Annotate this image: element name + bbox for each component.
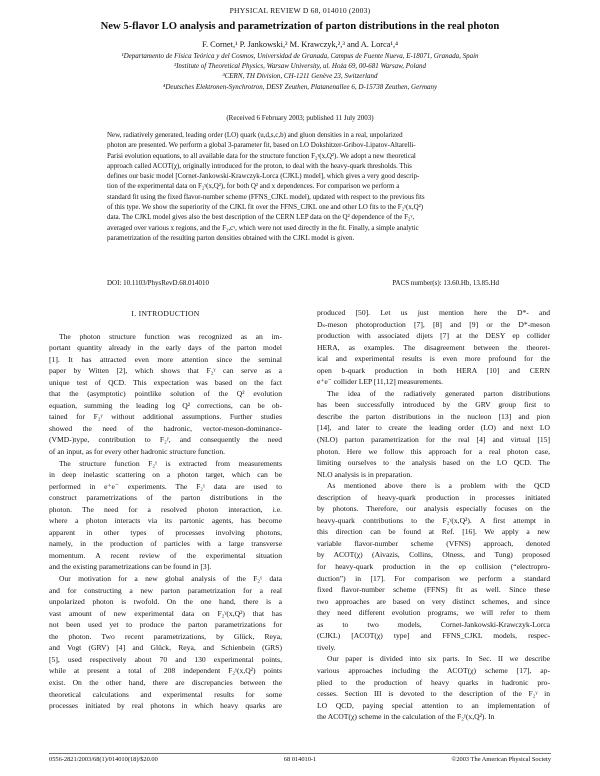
body-line: Dₛ-meson photoproduction [7], [8] and [9] or the D*-meson: [317, 319, 550, 329]
body-line: As mentioned above there is a problem with the QCD: [327, 481, 550, 491]
abstract-line: of this type. We show the superiority of the CJKL fit over the FFNS_CJKL one and other LO fits to the F₂ᵞ(x,Q²): [107, 203, 424, 212]
body-line: by photons. Therefore, our analysis especially focuses on the: [317, 504, 550, 514]
body-line: Our motivation for a new global analysis of the F₂ᵞ data: [59, 574, 282, 584]
abstract-line: data. The CJKL model gives also the best description of the CERN LEP data on the Q² dependence of the F₂ᵞ,: [107, 213, 415, 222]
body-line: (CJKL) [ACOT(χ) type] and FFNS_CJKL models, respec-: [317, 631, 550, 641]
body-line: portant quantity already in the early days of the parton model: [49, 343, 282, 353]
abstract-line: averaged over various x regions, and the F₂,cᵞ, which were not used directly in the fit. Finally, a simple analytic: [107, 223, 419, 232]
pacs-numbers: PACS number(s): 13.60.Hb, 13.85.Hd: [392, 279, 499, 287]
body-line: tively.: [317, 642, 336, 652]
abstract-line: tion of the experimental data on F₂ᵞ(x,Q²), for both Q² and x dependences. For comparison we perform a: [107, 182, 400, 191]
body-line: apparent in other types of processes involving photons,: [49, 527, 282, 537]
body-line: processes initiated by real photons in which heavy quarks are: [49, 701, 282, 711]
affiliation: ²Institute of Theoretical Physics, Warsaw University, ul. Hoża 69, 00-681 Warsaw, Poland: [173, 62, 427, 71]
body-line: tained for F₂ᵞ without additional assumptions. Further studies: [49, 412, 282, 422]
doi: DOI: 10.1103/PhysRevD.68.014010: [107, 279, 210, 287]
abstract: [107, 130, 499, 243]
body-line: namely, in the production of particles with a large transverse: [49, 539, 282, 549]
body-line: equation, summing the leading log Q² corrections, can be ob-: [49, 400, 282, 410]
paper-title: New 5-flavor LO analysis and parametrization of parton distributions in the real photon: [100, 21, 500, 32]
abstract-line: standard fit using the fixed flavor-number scheme (FFNS_CJKL model), updated with respect to the previous fits: [107, 192, 425, 201]
body-line: for heavy-quark production in the ep collision (“electropro-: [317, 562, 550, 572]
body-line: describe the parton distributions in the nucleon [13] and pion: [317, 411, 550, 421]
abstract-line: approach called ACOT(χ), originally introduced for the proton, to deal with the heavy-quark thresholds. This: [107, 161, 412, 170]
body-line: (VMD-)type, contribution to F₂ᵞ, and consequently the need: [49, 435, 282, 445]
right-column: [317, 307, 550, 723]
left-column: [49, 307, 282, 712]
body-line: plied to the production of heavy quarks in hadronic pro-: [317, 677, 550, 687]
body-line: [5], used respectively about 70 and 130 experimental points,: [49, 654, 282, 664]
body-line: unpolarized photon is twofold. On the one hand, there is a: [49, 597, 282, 607]
abstract-line: Parisi evolution equations, to all available data for the structure function F₂ᵞ(x,Q²). We adopt a new theoretical: [107, 151, 416, 160]
journal-header: PHYSICAL REVIEW D 68, 014010 (2003): [229, 6, 371, 15]
footer-page-number: 68 014010-1: [283, 756, 317, 763]
footer-rule: [49, 753, 551, 754]
body-line: the photon. Two recent parametrizations, by Glück, Reya,: [49, 631, 282, 641]
body-line: as to two models, Cornet-Jankowski-Krawczyk-Lorca: [317, 619, 550, 629]
body-line: variable flavor-number scheme (VFNS) approach, denoted: [317, 538, 550, 548]
abstract-line: New, radiatively generated, leading order (LO) quark (u,d,s,c,b) and gluon densities in a real, unpolarized: [107, 131, 403, 139]
footer-copyright: ©2003 The American Physical Society: [451, 756, 551, 763]
body-line: NLO analysis is in preparation.: [317, 469, 413, 479]
body-line: unique test of QCD. This expectation was based on the fact: [49, 377, 282, 387]
body-line: limiting ourselves to the analysis based on the LO QCD. The: [317, 458, 550, 468]
body-line: produced [50]. Let us just mention here the D*- and: [317, 308, 550, 317]
body-line: where a photon interacts via its partonic agents, has become: [49, 516, 282, 526]
body-line: The idea of the radiatively generated parton distributions: [327, 388, 550, 398]
received-dates: (Received 6 February 2003; published 11 July 2003): [226, 114, 374, 122]
body-line: by ACOT(χ) (Aivazis, Collins, Olness, and Tung) proposed: [317, 550, 550, 560]
body-line: heavy-quark contributions to the F₂ᵞ(x,Q²). A first attempt in: [317, 515, 550, 525]
body-line: this direction can be found at Ref. [16]. We apply a new: [317, 527, 550, 537]
body-line: production with associated dijets [7] at the DESY ep collider: [317, 331, 550, 341]
footer-issn: 0556-2821/2003/68(1)/014010(18)/$20.00: [49, 756, 158, 763]
body-line: The structure function F₂ᵞ is extracted from measurements: [59, 458, 282, 468]
body-line: while at present a total of 208 independent F₂ᵞ(x,Q²) points: [49, 666, 282, 676]
body-line: photon. Here we follow this approach for a real photon case,: [317, 446, 550, 456]
body-line: theoretical calculations and experimental results for some: [49, 689, 282, 699]
body-line: cesses. Section III is devoted to the description of the F₂ᵞ in: [317, 689, 550, 699]
affiliation: ¹Departamento de Física Teórica y del Cosmos, Universidad de Granada, Campus de Fuente Nueva, E-18071, Granada, Spain: [121, 52, 479, 60]
affiliation: ³CERN, TH Division, CH-1211 Genève 23, Switzerland: [222, 72, 378, 81]
body-line: HERA, as examples. The disagreement between the theoret-: [317, 342, 550, 352]
abstract-line: parametrization of the resulting parton densities obtained with the CJKL model is given.: [107, 233, 355, 242]
affiliations: [40, 51, 560, 92]
body-line: construct parametrizations of the parton distributions in the: [49, 493, 282, 503]
body-line: open b-quark production in both HERA [10] and CERN: [317, 365, 550, 375]
body-line: in deep inelastic scattering on a photon target, which can be: [49, 470, 282, 480]
body-line: and Vogt (GRV) [4] and Glück, Reya, and Schienbein (GRS): [49, 643, 282, 653]
body-line: momentum. A recent review of the experimental situation: [49, 550, 282, 560]
body-line: (NLO) parton parametrization for the real [4] and virtual [15]: [317, 435, 550, 445]
body-line: Our paper is divided into six parts. In Sec. II we describe: [327, 654, 550, 664]
body-line: fixed flavor-number scheme (FFNS) fit as well. Since these: [317, 585, 550, 595]
body-line: not been used yet to produce the parton parametrizations for: [49, 620, 282, 630]
body-line: [1]. It has attracted even more attention since the seminal: [49, 354, 282, 364]
body-line: ical and experimental results is even more profound for the: [317, 354, 550, 364]
body-line: [14], and later to create the leading order (LO) and next LO: [317, 423, 550, 433]
body-line: vast amount of new experimental data on F₂ᵞ(x,Q²) that has: [49, 608, 282, 618]
body-line: LO QCD, paying special attention to an implementation of: [317, 700, 550, 710]
abstract-line: photon are presented. We perform a global 3-parameter fit, based on LO Dokshitzer-Gribov-Lipatov-Altarelli-: [107, 141, 416, 150]
body-line: and for constructing a new parton parametrization for a real: [49, 585, 282, 595]
abstract-line: defines our basic model [Cornet-Jankowski-Krawczyk-Lorca (CJKL) model], which gives a very good descrip-: [107, 172, 420, 181]
body-line: performed in e⁺e⁻ experiments. The F₂ᵞ data are used to: [49, 481, 282, 491]
body-line: they need different evolution programs, we will refer to them: [317, 608, 550, 618]
affiliation: ⁴Deutsches Elektronen-Synchrotron, DESY Zeuthen, Platanenallee 6, D-15738 Zeuthen, Germany: [162, 82, 438, 91]
body-line: and the existing parametrizations can be found in [3].: [49, 562, 212, 572]
body-line: that the (asymptotic) pointlike solution of the Q² evolution: [49, 389, 282, 399]
body-line: has been successfully introduced by the GRV group first to: [317, 400, 550, 410]
body-line: description of heavy-quark production in processes initiated: [317, 492, 550, 502]
body-line: The photon structure function was recognized as an im-: [59, 331, 282, 341]
body-line: e⁺e⁻ collider LEP [11,12] measurements.: [317, 377, 443, 387]
section-heading: I. INTRODUCTION: [131, 309, 200, 318]
body-line: showed the need of the hadronic, vector-meson-dominance-: [49, 423, 282, 433]
body-line: two approaches are based on very distinct schemes, and since: [317, 596, 550, 606]
body-line: the ACOT(χ) scheme in the calculation of the F₂ᵞ(x,Q²). In: [317, 712, 495, 722]
body-line: various approaches including the ACOT(χ) scheme [17], ap-: [317, 665, 550, 675]
body-line: photon. The need for a resolved photon interaction, i.e.: [49, 504, 282, 514]
body-line: exist. On the other hand, there are discrepancies between the: [49, 677, 282, 687]
body-line: of an input, as for every other hadronic structure function.: [49, 447, 226, 457]
author-list: F. Cornet,¹ P. Jankowski,² M. Krawczyk,²,³ and A. Lorca¹,⁴: [202, 40, 398, 49]
body-line: paper by Witten [2], which shows that F₂ᵞ can serve as a: [49, 366, 282, 376]
body-line: duction”) in [17]. For comparison we perform a standard: [317, 573, 550, 583]
